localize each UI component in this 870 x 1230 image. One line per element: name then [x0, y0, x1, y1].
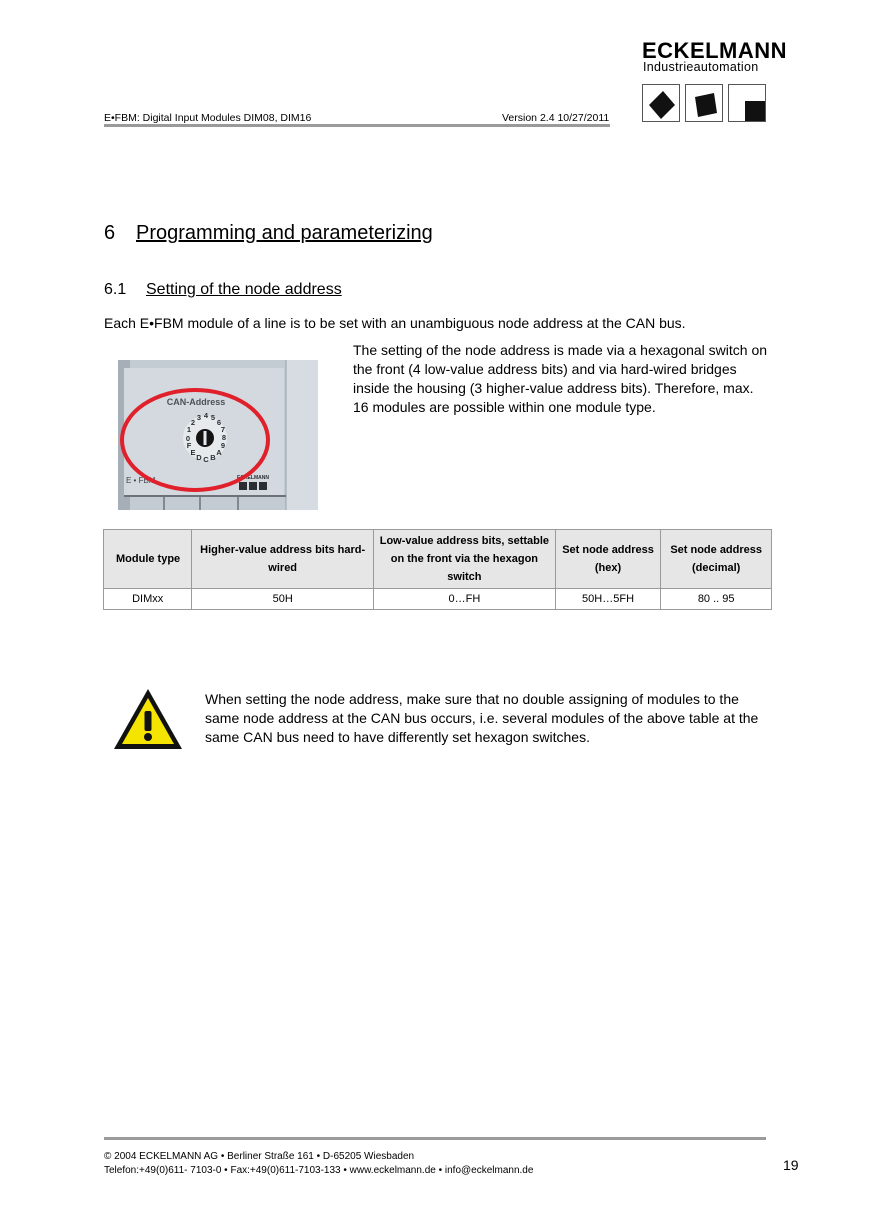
subsection-heading — [104, 281, 342, 299]
table-header-higher-bits: Higher-value address bits hard-wired — [192, 530, 374, 589]
company-logo-name: ECKELMANN — [642, 38, 788, 63]
document-title: E•FBM: Digital Input Modules DIM08, DIM16 — [104, 112, 312, 124]
footer-divider — [104, 1137, 766, 1140]
table-header-node-hex: Set node address (hex) — [555, 530, 661, 589]
svg-text:8: 8 — [221, 433, 227, 442]
section-number: 6 — [104, 222, 116, 244]
footer-address: © 2004 ECKELMANN AG • Berliner Straße 161 • D-65205 Wiesbaden — [104, 1151, 415, 1162]
device-photo — [118, 360, 318, 510]
warning-icon — [112, 687, 184, 756]
header-divider — [104, 124, 610, 127]
footer-contact: Telefon:+49(0)611- 7103-0 • Fax:+49(0)611-7103-133 • www.eckelmann.de • info@eckelmann.de — [104, 1165, 534, 1176]
page-number: 19 — [783, 1157, 799, 1173]
svg-text:0: 0 — [185, 434, 191, 443]
table-header-module-type: Module type — [104, 530, 192, 589]
svg-text:D: D — [196, 453, 202, 462]
intro-paragraph: Each E•FBM module of a line is to be set with an unambiguous node address at the CAN bus. — [104, 315, 686, 331]
svg-text:5: 5 — [210, 413, 216, 422]
svg-text:2: 2 — [190, 418, 196, 427]
setting-paragraph: The setting of the node address is made via a hexagonal switch on the front (4 low-value address bits) and via hard-wired bridges inside the housing (3 higher-value address bits). Therefore, max. 16 modules are possible within one module type. — [353, 342, 768, 415]
photo-can-address-label: CAN-Address — [166, 397, 226, 407]
svg-text:C: C — [203, 455, 209, 464]
table-header-node-decimal: Set node address (decimal) — [661, 530, 772, 589]
table-row — [104, 589, 772, 610]
svg-text:E: E — [190, 448, 196, 457]
table-cell-higher-bits: 50H — [192, 589, 374, 610]
section-heading — [104, 222, 433, 245]
svg-text:9: 9 — [220, 441, 226, 450]
svg-text:1: 1 — [186, 425, 192, 434]
table-cell-node-decimal: 80 .. 95 — [661, 589, 772, 610]
table-cell-low-bits: 0…FH — [374, 589, 556, 610]
svg-text:A: A — [216, 448, 222, 457]
table-cell-module-type: DIMxx — [104, 589, 192, 610]
svg-text:6: 6 — [216, 418, 222, 427]
svg-text:7: 7 — [220, 425, 226, 434]
subsection-number: 6.1 — [104, 281, 127, 298]
node-address-table — [103, 529, 772, 610]
document-version: Version 2.4 10/27/2011 — [502, 112, 610, 124]
table-header-low-bits: Low-value address bits, settable on the front via the hexagon switch — [374, 530, 556, 589]
svg-text:B: B — [210, 453, 216, 462]
company-logo-subtitle: Industrieautomation — [643, 60, 759, 74]
subsection-title: Setting of the node address — [146, 281, 342, 298]
svg-text:F: F — [186, 441, 192, 450]
warning-paragraph: When setting the node address, make sure that no double assigning of modules to the same node address at the CAN bus occurs, i.e. several modules of the above table at the same CAN bus need to have differently set hexagon switches. — [205, 691, 759, 745]
photo-brand-mark: ECKELMANN — [237, 475, 269, 481]
section-title: Programming and parameterizing — [136, 222, 433, 244]
svg-text:4: 4 — [203, 411, 209, 420]
table-cell-node-hex: 50H…5FH — [555, 589, 661, 610]
photo-device-label: E • FBM — [126, 476, 156, 485]
svg-text:3: 3 — [196, 413, 202, 422]
